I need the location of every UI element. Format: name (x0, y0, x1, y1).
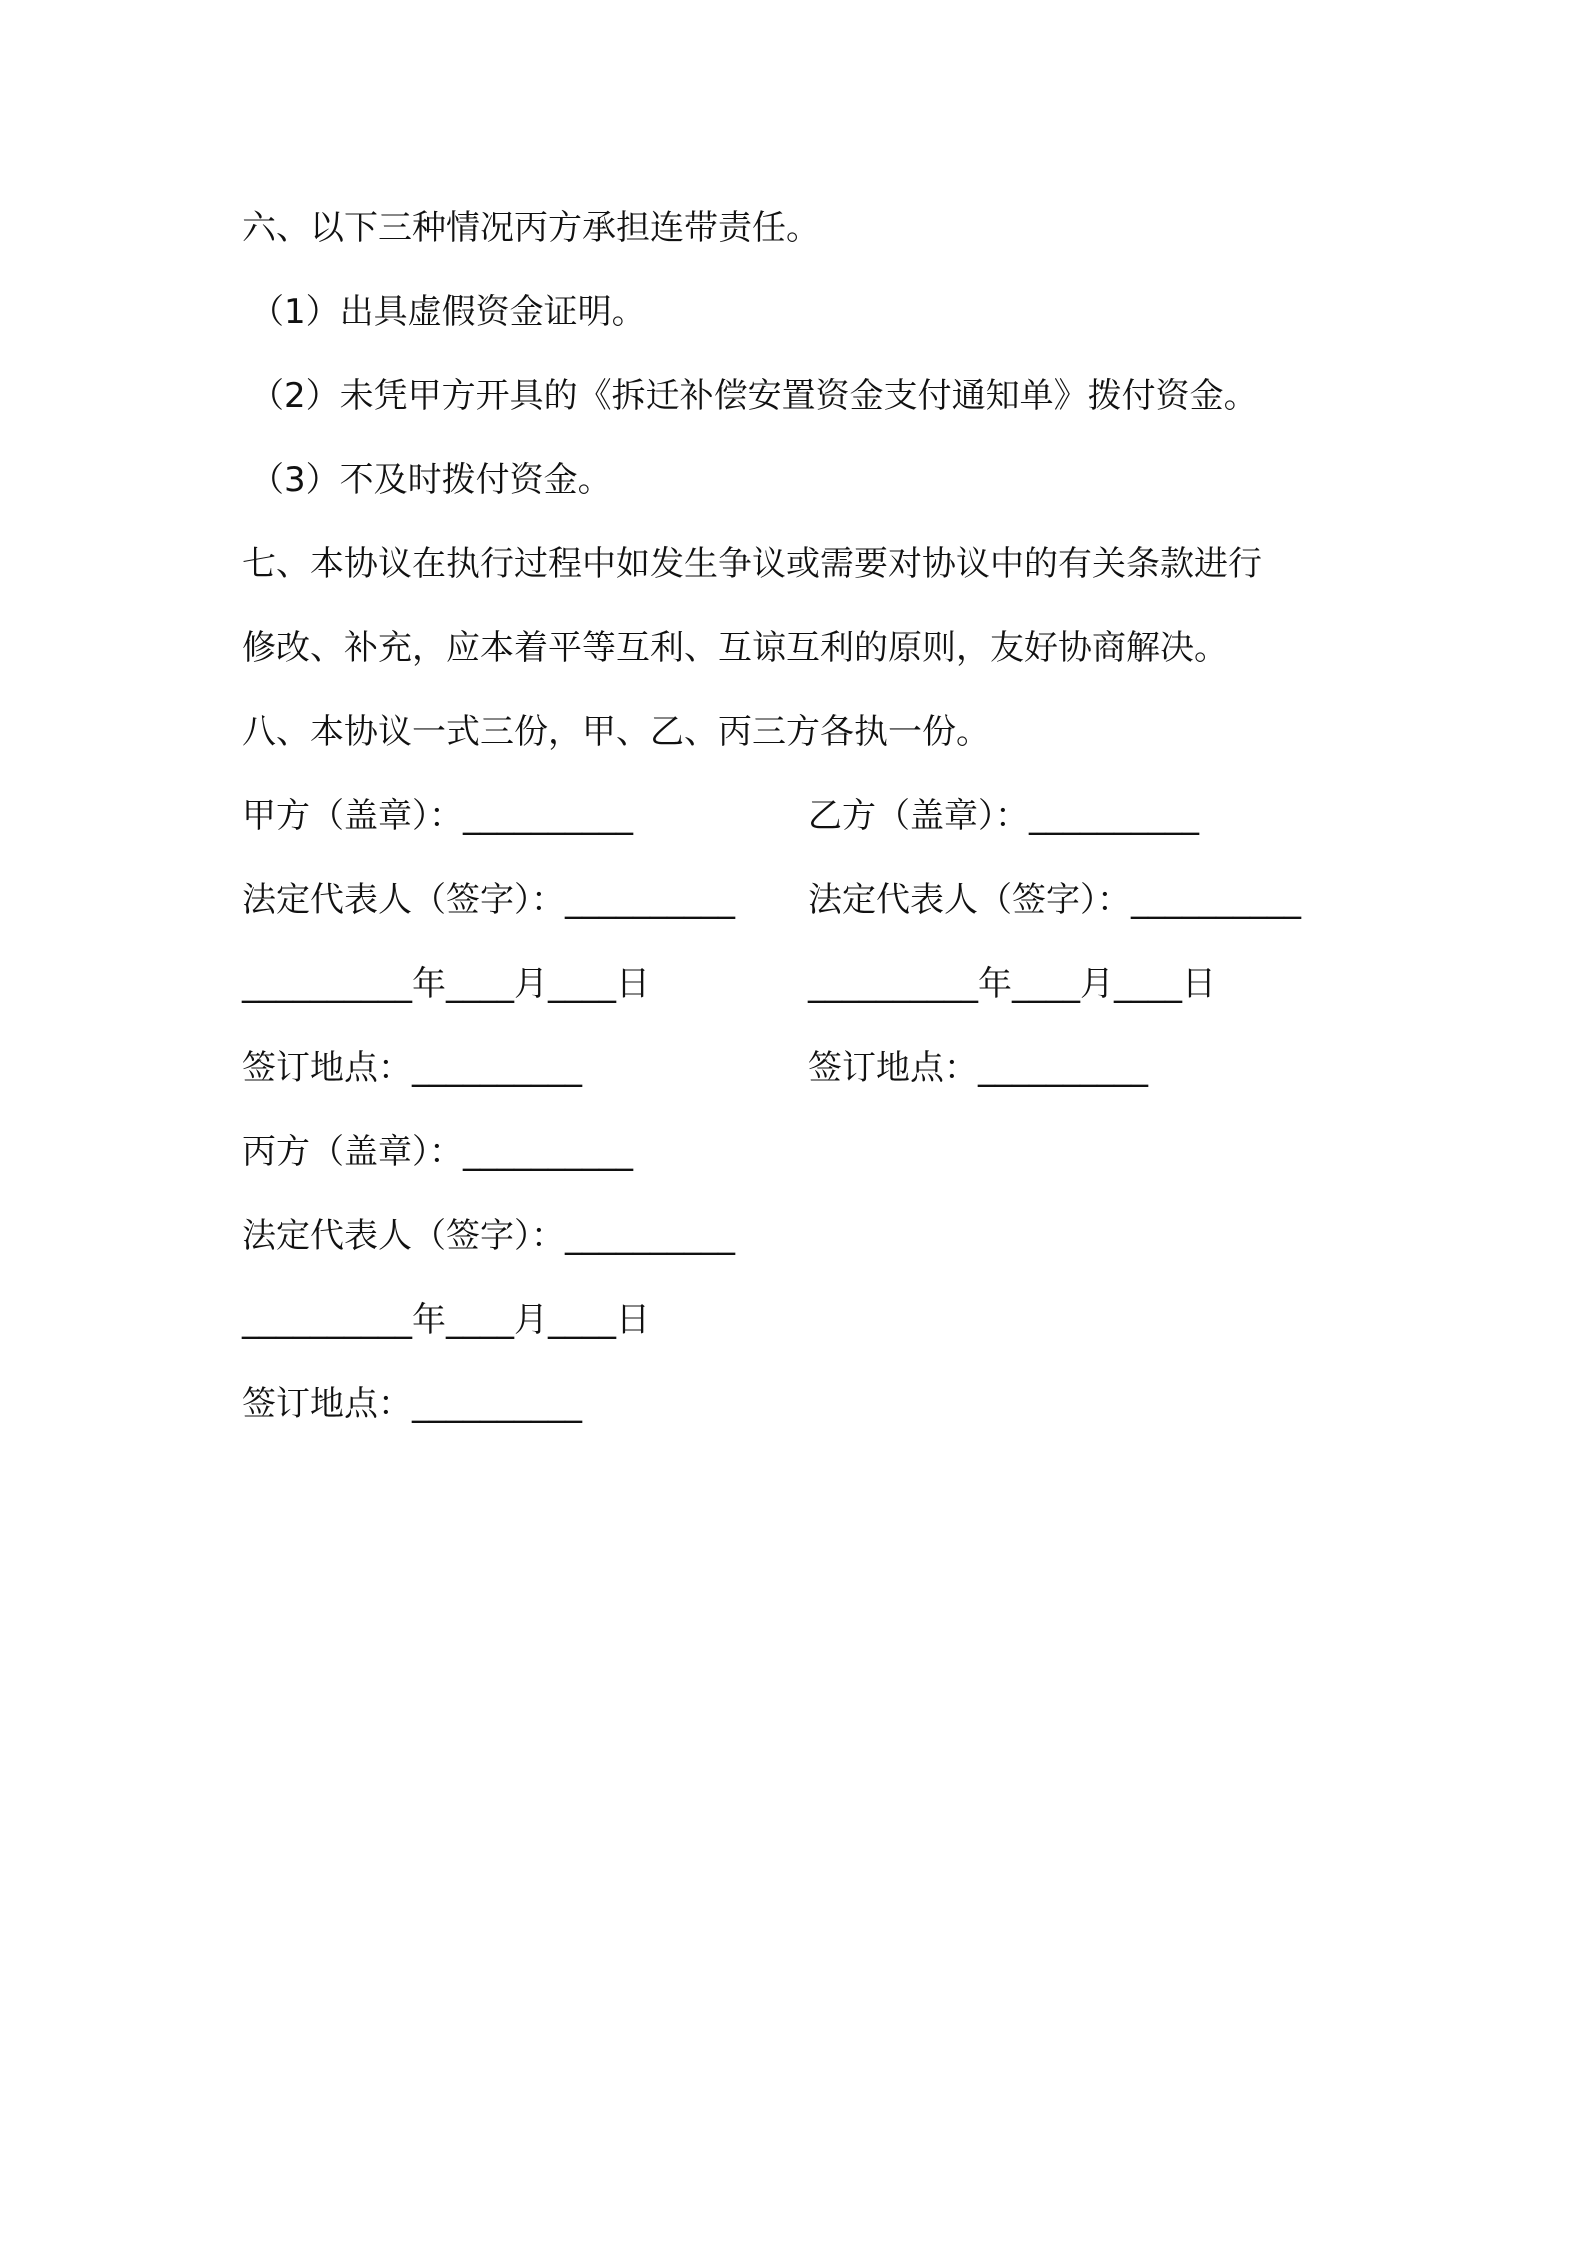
party-b-date: __________年____月____日 (808, 964, 1216, 1004)
party-b-seal: 乙方（盖章）：__________ (808, 796, 1199, 836)
clause-six-item-1: （1）出具虚假资金证明。 (250, 292, 646, 332)
party-a-seal: 甲方（盖章）：__________ (242, 796, 633, 836)
clause-seven-line-2: 修改、补充，应本着平等互利、互谅互利的原则，友好协商解决。 (242, 628, 1228, 668)
clause-six-item-3: （3）不及时拨付资金。 (250, 460, 612, 500)
clause-six-item-2: （2）未凭甲方开具的《拆迁补偿安置资金支付通知单》拨付资金。 (250, 376, 1258, 416)
party-a-place: 签订地点：__________ (242, 1048, 582, 1088)
party-c-seal: 丙方（盖章）：__________ (242, 1132, 633, 1172)
party-c-date: __________年____月____日 (242, 1300, 650, 1340)
party-a-representative: 法定代表人（签字）：__________ (242, 880, 735, 920)
party-c-place: 签订地点：__________ (242, 1384, 582, 1424)
party-b-representative: 法定代表人（签字）：__________ (808, 880, 1301, 920)
clause-six-heading: 六、以下三种情况丙方承担连带责任。 (242, 208, 820, 248)
party-b-place: 签订地点：__________ (808, 1048, 1148, 1088)
party-a-date: __________年____月____日 (242, 964, 650, 1004)
clause-seven-line-1: 七、本协议在执行过程中如发生争议或需要对协议中的有关条款进行 (242, 544, 1262, 584)
party-c-representative: 法定代表人（签字）：__________ (242, 1216, 735, 1256)
clause-eight: 八、本协议一式三份，甲、乙、丙三方各执一份。 (242, 712, 990, 752)
